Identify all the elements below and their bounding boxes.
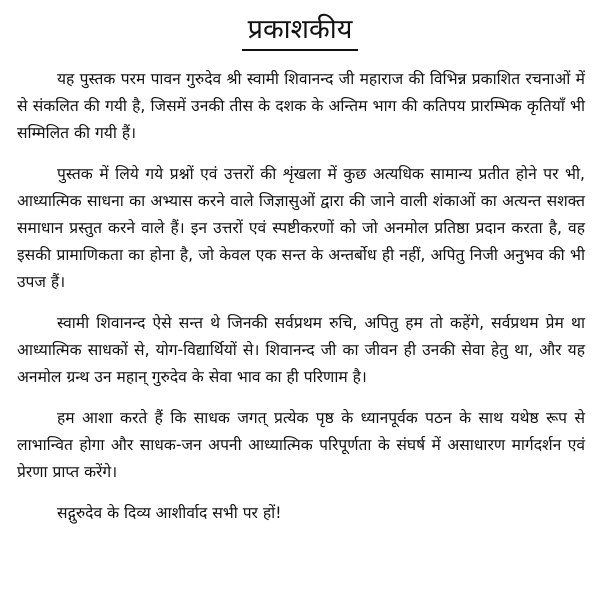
paragraph-1: यह पुस्तक परम पावन गुरुदेव श्री स्वामी शिवानन्द जी महाराज की विभिन्न प्रकाशित रचनाओं में से संकलित की गयी है, जिसमें उनकी तीस के दशक के अन्तिम भाग की कतिपय प्रारम्भिक कृतियाँ भी सम्मिलित की गयी हैं। [17,70,585,142]
paragraph-4: हम आशा करते हैं कि साधक जगत् प्रत्येक पृष्ठ के ध्यानपूर्वक पठन के साथ यथेष्ठ रूप से लाभान्वित होगा और साधक-जन अपनी आध्यात्मिक परिपूर्णता के संघर्ष में असाधारण मार्गदर्शन एवं प्रेरणा प्राप्त करेंगे। [17,409,585,481]
paragraph-5-closing-blessing: सद्गुरुदेव के दिव्य आशीर्वाद सभी पर हों! [57,504,282,522]
paragraph-2: पुस्तक में लिये गये प्रश्नों एवं उत्तरों की शृंखला में कुछ अत्यधिक सामान्य प्रतीत होने पर भी, आध्यात्मिक साधना का अभ्यास करने वाले जिज्ञासुओं द्वारा की जाने वाली शंकाओं का अत्यन्त सशक्त समाधान प्रस्तुत करने वाले हैं। इन उत्तरों एवं स्पष्टीकरणों को जो अनमोल प्रतिष्ठा प्रदान करता है, वह इसकी प्रामाणिकता का होना है, जो केवल एक सन्त के अन्तर्बोध ही नहीं, अपितु निजी अनुभव की भी उपज हैं। [17,165,585,291]
body-text [17,66,585,527]
page-title [0,12,600,51]
paragraph-3: स्वामी शिवानन्द ऐसे सन्त थे जिनकी सर्वप्रथम रुचि, अपितु हम तो कहेंगे, सर्वप्रथम प्रेम था आध्यात्मिक साधकों से, योग-विद्यार्थियों से। शिवानन्द जी का जीवन ही उनकी सेवा हेतु था, और यह अनमोल ग्रन्थ उन महान् गुरुदेव के सेवा भाव का ही परिणाम है। [17,314,585,386]
page-title-text: प्रकाशकीय [242,12,359,51]
